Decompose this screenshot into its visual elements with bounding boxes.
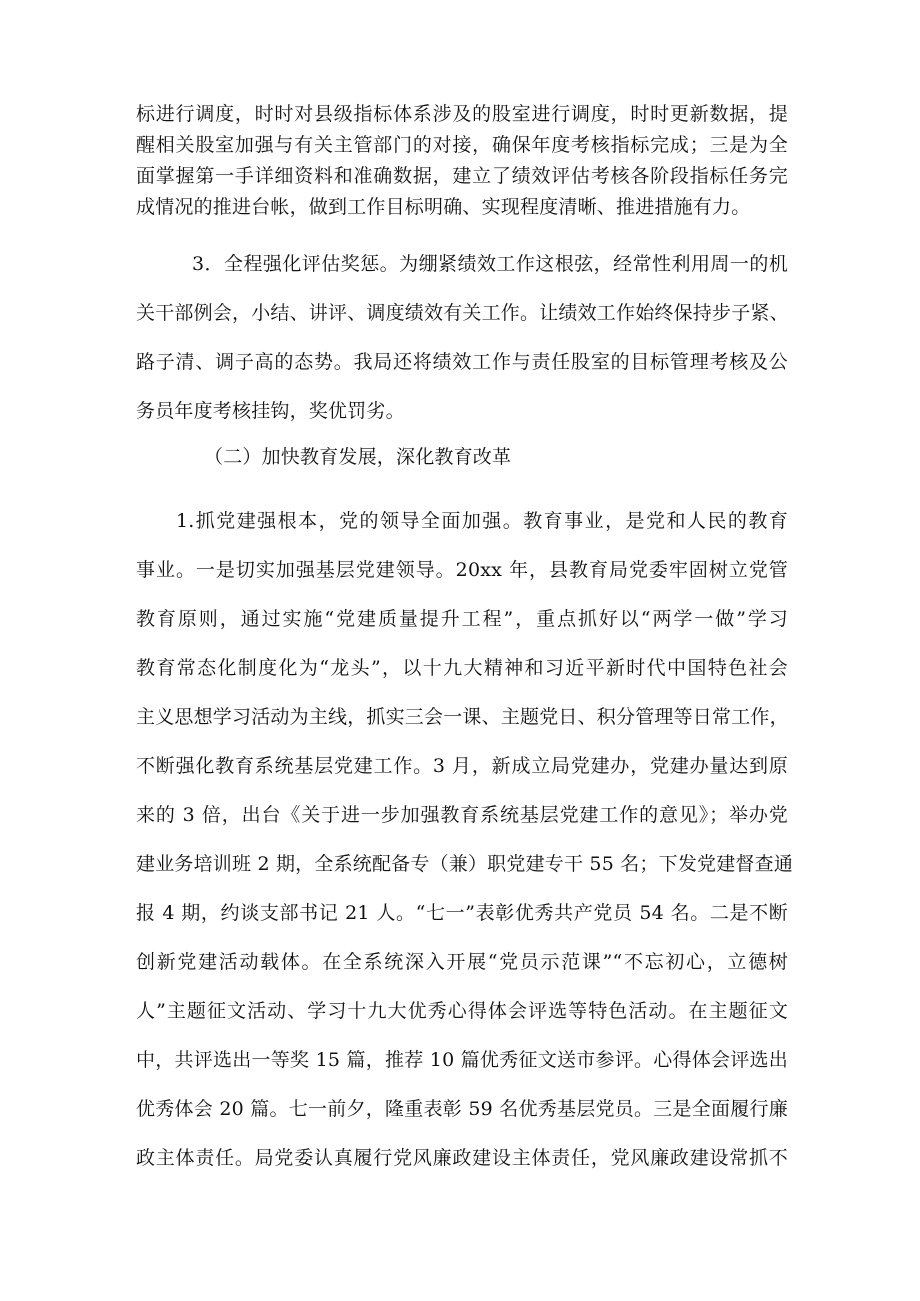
paragraph-line: 政主体责任。局党委认真履行党风廉政建设主体责任，党风廉政建设常抓不 <box>136 1147 788 1169</box>
section-heading: （二）加快教育发展，深化教育改革 <box>204 446 512 468</box>
paragraph-line: 3．全程强化评估奖惩。为绷紧绩效工作这根弦，经常性利用周一的机 <box>192 253 788 275</box>
paragraph-line: 创新党建活动载体。在全系统深入开展“党员示范课”“不忘初心，立德树 <box>136 951 788 973</box>
paragraph-line: 中，共评选出一等奖 15 篇，推荐 10 篇优秀征文送市参评。心得体会评选出 <box>136 1049 788 1071</box>
paragraph-line: 教育常态化制度化为“龙头”，以十九大精神和习近平新时代中国特色社会 <box>136 657 788 679</box>
paragraph-line: 人”主题征文活动、学习十九大优秀心得体会评选等特色活动。在主题征文 <box>136 1000 788 1022</box>
paragraph-line: 事业。一是切实加强基层党建领导。20xx 年，县教育局党委牢固树立党管 <box>136 559 788 581</box>
paragraph-line: 务员年度考核挂钩，奖优罚劣。 <box>136 400 405 422</box>
paragraph-line: 优秀体会 20 篇。七一前夕，隆重表彰 59 名优秀基层党员。三是全面履行廉 <box>136 1098 788 1120</box>
paragraph-line: 路子清、调子高的态势。我局还将绩效工作与责任股室的目标管理考核及公 <box>136 351 788 373</box>
paragraph-line: 1.抓党建强根本，党的领导全面加强。教育事业，是党和人民的教育 <box>176 510 788 532</box>
paragraph-line: 教育原则，通过实施“党建质量提升工程”，重点抓好以“两学一做”学习 <box>136 608 788 630</box>
paragraph-line: 主义思想学习活动为主线，抓实三会一课、主题党日、积分管理等日常工作， <box>136 706 789 728</box>
paragraph-line: 来的 3 倍，出台《关于进一步加强教育系统基层党建工作的意见》；举办党 <box>136 804 788 826</box>
paragraph-line: 建业务培训班 2 期，全系统配备专（兼）职党建专干 55 名；下发党建督查通 <box>136 853 794 875</box>
paragraph-line: 报 4 期，约谈支部书记 21 人。“七一”表彰优秀共产党员 54 名。二是不断 <box>136 902 788 924</box>
paragraph-line: 成情况的推进台帐，做到工作目标明确、实现程度清晰、推进措施有力。 <box>136 196 751 218</box>
paragraph-line: 标进行调度，时时对县级指标体系涉及的股室进行调度，时时更新数据，提 <box>136 103 788 125</box>
paragraph-line: 关干部例会，小结、讲评、调度绩效有关工作。让绩效工作始终保持步子紧、 <box>136 302 789 324</box>
paragraph-line: 面掌握第一手详细资料和准确数据，建立了绩效评估考核各阶段指标任务完 <box>136 165 788 187</box>
paragraph-line: 醒相关股室加强与有关主管部门的对接，确保年度考核指标完成；三是为全 <box>136 134 788 156</box>
paragraph-line: 不断强化教育系统基层党建工作。3 月，新成立局党建办，党建办量达到原 <box>136 755 788 777</box>
